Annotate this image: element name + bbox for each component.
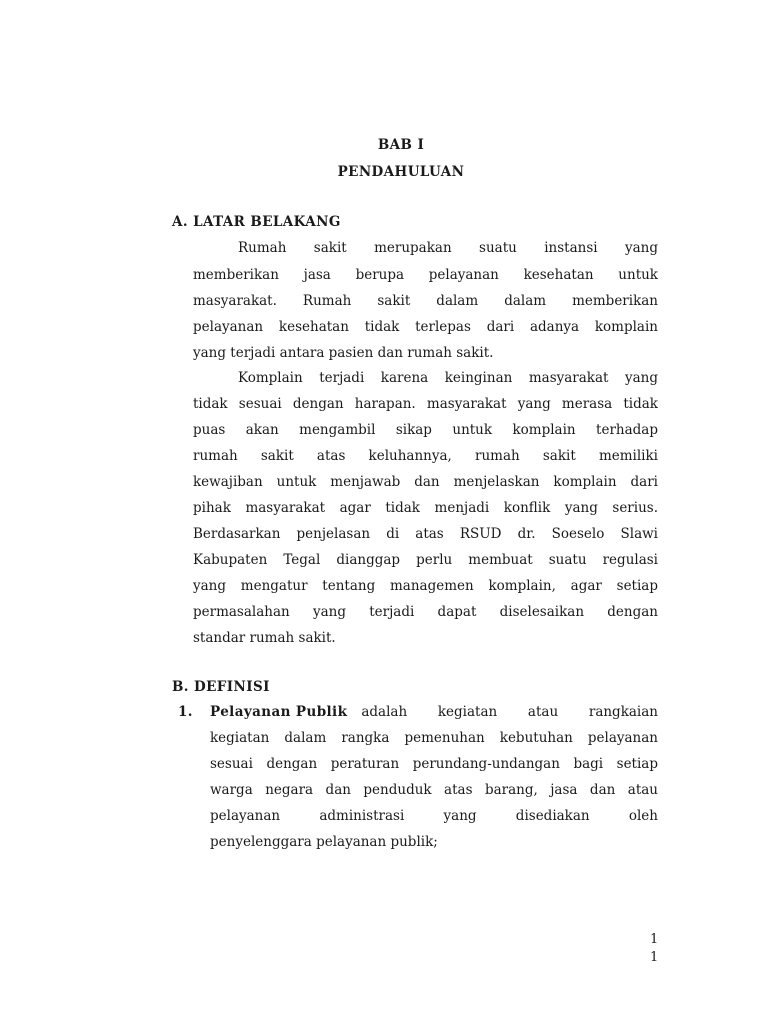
paragraph-line: rumah sakit atas keluhannya, rumah sakit memiliki [193,448,658,464]
paragraph-line: warga negara dan penduduk atas barang, jasa dan atau [210,782,658,798]
paragraph-line: Komplain terjadi karena keinginan masyarakat yang [238,370,658,386]
paragraph-line: sesuai dengan peraturan perundang-undangan bagi setiap [210,756,658,772]
definition-term: Pelayanan Publik [210,704,348,720]
paragraph-line: puas akan mengambil sikap untuk komplain terhadap [193,422,658,438]
definition-first-line [210,704,658,720]
section-b-heading: B. DEFINISI [172,679,270,695]
list-number: 1. [178,704,193,720]
paragraph-line: pelayanan administrasi yang disediakan oleh [210,808,658,824]
paragraph-line: permasalahan yang terjadi dapat diselesaikan dengan [193,604,658,620]
paragraph-line: kegiatan dalam rangka pemenuhan kebutuhan pelayanan [210,730,658,746]
paragraph-line: Kabupaten Tegal dianggap perlu membuat suatu regulasi [193,552,658,568]
chapter-number: BAB I [377,137,425,153]
paragraph-line: penyelenggara pelayanan publik; [210,834,438,850]
paragraph-line: yang terjadi antara pasien dan rumah sakit. [193,345,494,361]
paragraph-line: masyarakat. Rumah sakit dalam dalam memberikan [193,293,658,309]
paragraph-line: yang mengatur tentang managemen komplain, agar setiap [193,578,658,594]
paragraph-line: Rumah sakit merupakan suatu instansi yang [238,240,658,256]
paragraph-line: pihak masyarakat agar tidak menjadi konflik yang serius. [193,500,658,516]
paragraph-line: Berdasarkan penjelasan di atas RSUD dr. Soeselo Slawi [193,526,658,542]
paragraph-line: kewajiban untuk menjawab dan menjelaskan komplain dari [193,474,658,490]
page-number: 1 [650,932,659,947]
paragraph-line: tidak sesuai dengan harapan. masyarakat yang merasa tidak [193,396,658,412]
paragraph-line: memberikan jasa berupa pelayanan kesehatan untuk [193,267,658,283]
chapter-title: PENDAHULUAN [337,164,465,180]
section-a-heading: A. LATAR BELAKANG [172,214,341,230]
page-number: 1 [650,950,659,965]
paragraph-line: pelayanan kesehatan tidak terlepas dari adanya komplain [193,319,658,335]
paragraph-line: standar rumah sakit. [193,630,336,646]
definition-text-start: adalah kegiatan atau rangkaian [361,704,658,720]
